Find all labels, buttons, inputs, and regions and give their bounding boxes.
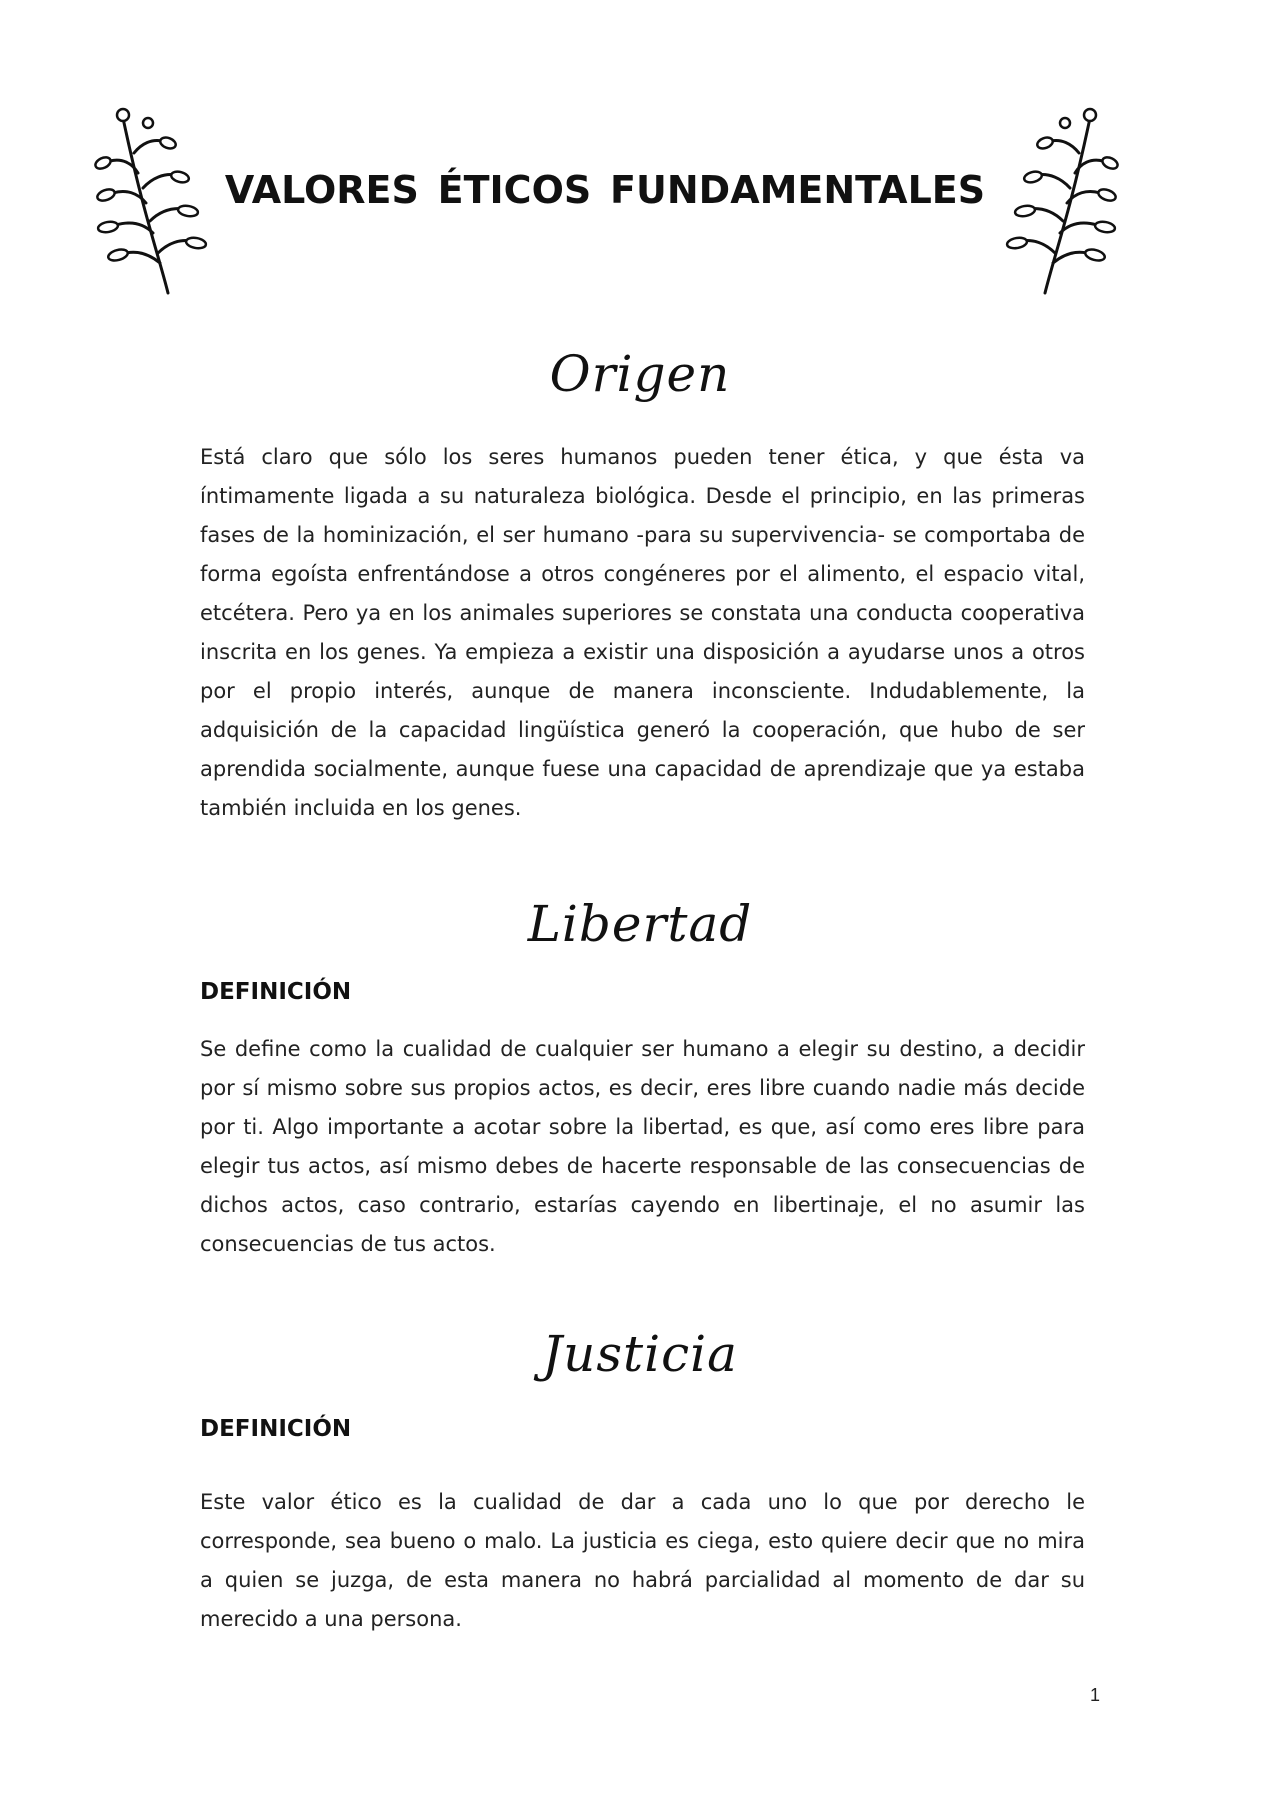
title-banner <box>0 95 1280 305</box>
page-title: valores éticos fundamentales <box>224 153 986 216</box>
laurel-branch-icon <box>1005 103 1125 303</box>
section-heading-origen: Origen <box>549 345 731 403</box>
section-body-libertad: Se define como la cualidad de cualquier ser humano a elegir su destino, a decidir por sí mismo sobre sus propios actos, es decir, eres libre cuando nadie más decide por ti. Algo importante a acotar sobre la libertad, es que, así como eres libre para elegir tus actos, así mismo debes de hacerte responsable de las consecuencias de dichos actos, caso contrario, estarías cayendo en libertinaje, el no asumir las consecuencias de tus actos. <box>200 1037 1085 1256</box>
section-body-justicia: Este valor ético es la cualidad de dar a cada uno lo que por derecho le corresponde, sea bueno o malo. La justicia es ciega, esto quiere decir que no mira a quien se juzga, de esta manera no habrá parcialidad al momento de dar su merecido a una persona. <box>200 1490 1085 1631</box>
section-heading-libertad: Libertad <box>527 895 753 953</box>
section-heading-justicia: Justicia <box>542 1325 738 1383</box>
laurel-branch-icon <box>88 103 208 303</box>
page-number: 1 <box>1090 1685 1101 1705</box>
section-subheading-justicia: definición <box>200 1405 352 1444</box>
section-subheading-libertad: definición <box>200 968 352 1007</box>
section-body-origen: Está claro que sólo los seres humanos pueden tener ética, y que ésta va íntimamente ligada a su naturaleza biológica. Desde el principio, en las primeras fases de la hominización, el ser humano -para su supervivencia- se comportaba de forma egoísta enfrentándose a otros congéneres por el alimento, el espacio vital, etcétera. Pero ya en los animales superiores se constata una conducta cooperativa inscrita en los genes. Ya empieza a existir una disposición a ayudarse unos a otros por el propio interés, aunque de manera inconsciente. Indudablemente, la adquisición de la capacidad lingüística generó la cooperación, que hubo de ser aprendida socialmente, aunque fuese una capacidad de aprendizaje que ya estaba también incluida en los genes. <box>200 445 1085 820</box>
